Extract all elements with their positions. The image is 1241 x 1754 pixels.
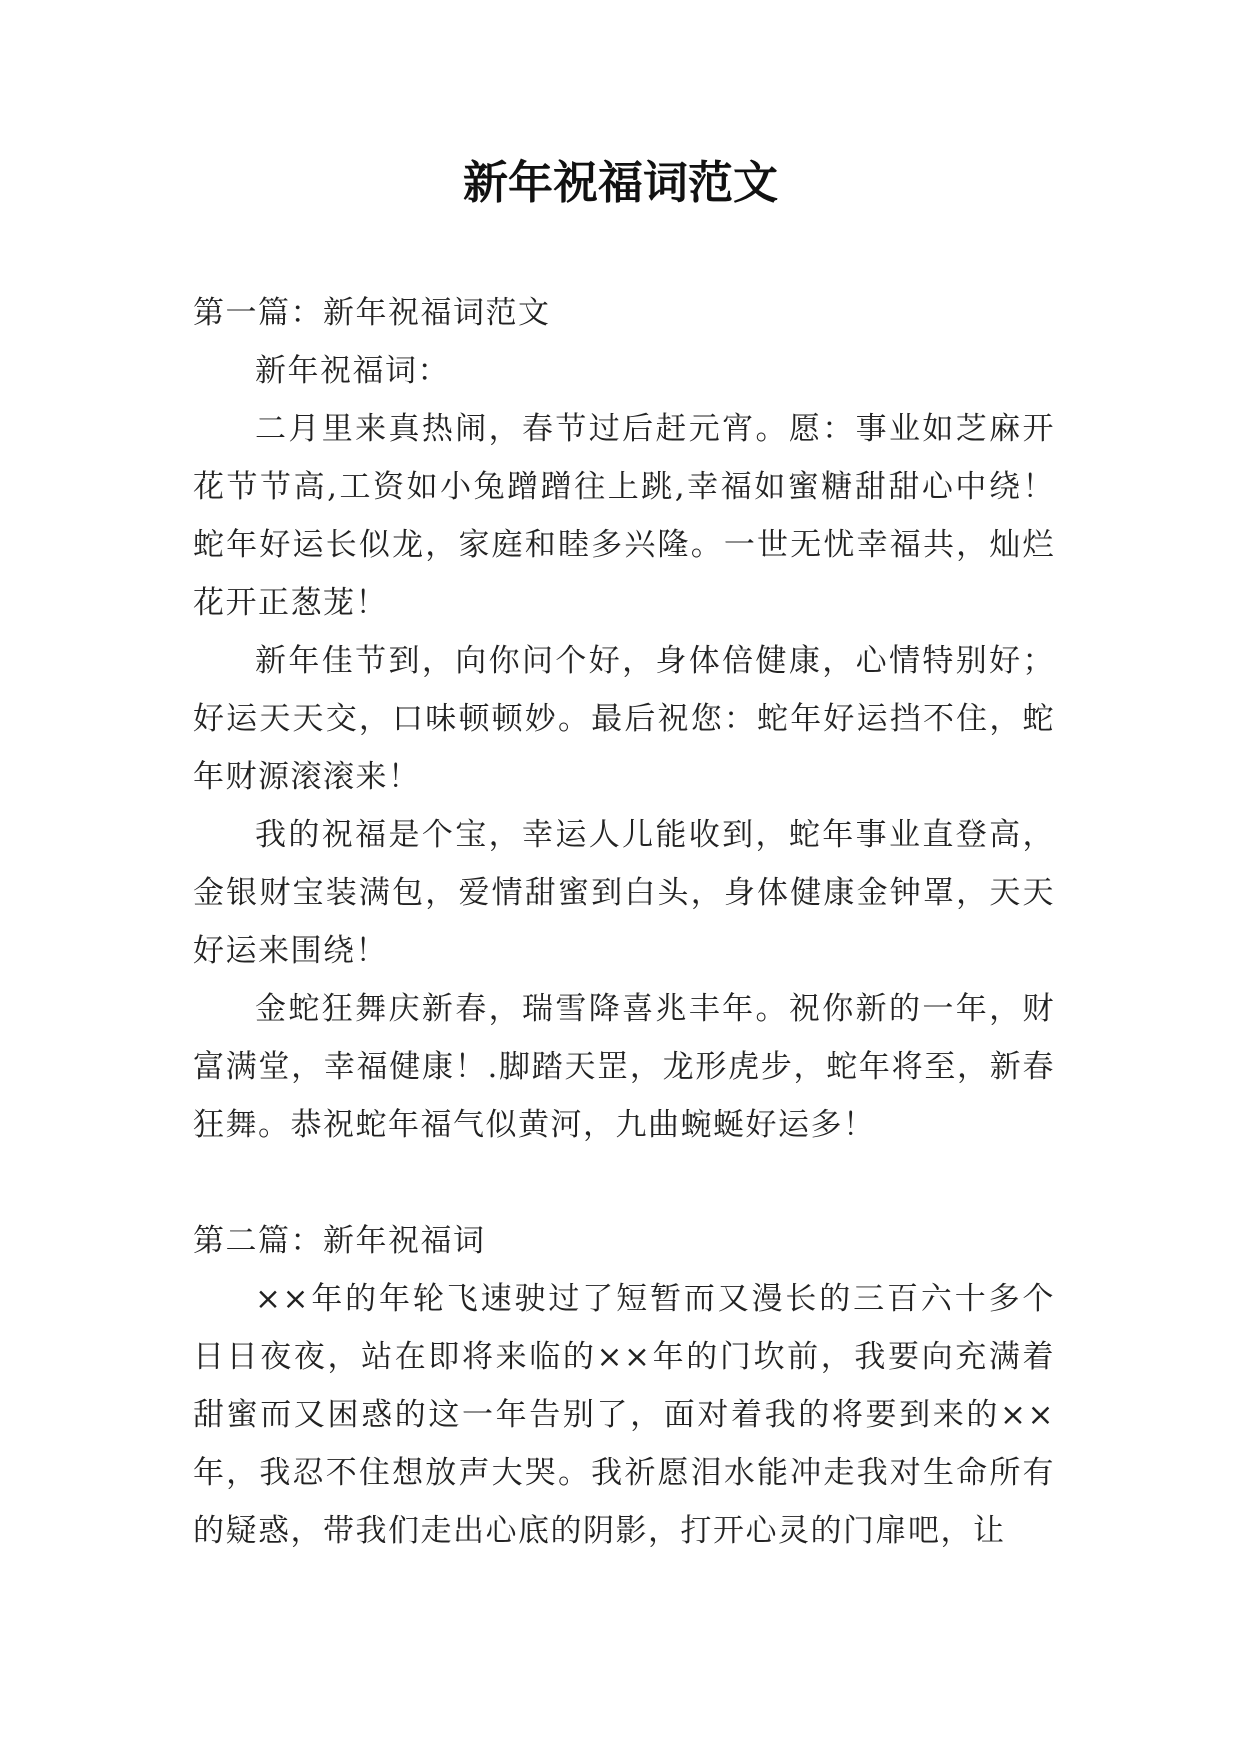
- paragraph: 新年佳节到，向你问个好，身体倍健康，心情特别好；好运天天交，口味顿顿妙。最后祝您：蛇年好运挡不住，蛇年财源滚滚来！: [193, 643, 1055, 795]
- document-title: 新年祝福词范文: [462, 156, 778, 209]
- paragraph: 新年祝福词：: [255, 353, 450, 389]
- section-heading: 第二篇：新年祝福词: [193, 1223, 486, 1259]
- paragraph: 我的祝福是个宝，幸运人儿能收到，蛇年事业直登高，金银财宝装满包，爱情甜蜜到白头，身体健康金钟罩，天天好运来围绕！: [193, 817, 1055, 969]
- section-heading: 第一篇：新年祝福词范文: [193, 295, 551, 331]
- paragraph: 二月里来真热闹，春节过后赶元宵。愿：事业如芝麻开花节节高,工资如小兔蹭蹭往上跳,幸福如蜜糖甜甜心中绕！蛇年好运长似龙，家庭和睦多兴隆。一世无忧幸福共，灿烂花开正葱茏！: [193, 411, 1055, 621]
- paragraph: 金蛇狂舞庆新春，瑞雪降喜兆丰年。祝你新的一年，财富满堂，幸福健康！.脚踏天罡，龙形虎步，蛇年将至，新春狂舞。恭祝蛇年福气似黄河，九曲蜿蜒好运多！: [193, 991, 1055, 1143]
- paragraph: ××年的年轮飞速驶过了短暂而又漫长的三百六十多个日日夜夜，站在即将来临的××年的门坎前，我要向充满着甜蜜而又困惑的这一年告别了，面对着我的将要到来的××年，我忍不住想放声大哭。我祈愿泪水能冲走我对生命所有的疑惑，带我们走出心底的阴影，打开心灵的门扉吧，让: [193, 1281, 1055, 1549]
- section-1: [193, 284, 1055, 1154]
- section-2: [193, 1212, 1055, 1560]
- document-body: [193, 284, 1055, 1560]
